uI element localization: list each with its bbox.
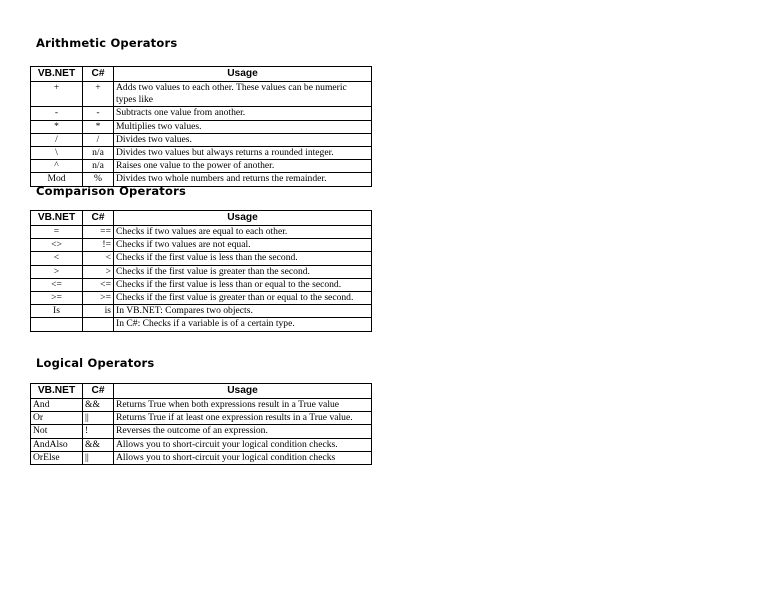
csharp-operator: / <box>83 133 114 146</box>
usage-description: Divides two values but always returns a rounded integer. <box>114 147 372 160</box>
usage-description: Returns True when both expressions result in a True value <box>114 399 372 412</box>
vbnet-operator: < <box>31 252 83 265</box>
csharp-operator: is <box>83 305 114 318</box>
usage-description: Adds two values to each other. These values can be numeric types like <box>114 82 372 107</box>
usage-description: Checks if two values are equal to each other. <box>114 226 372 239</box>
table-header-row <box>31 211 372 226</box>
table-row <box>31 399 372 412</box>
vbnet-operator: = <box>31 226 83 239</box>
logical-heading: Logical Operators <box>36 356 155 370</box>
table-row <box>31 239 372 252</box>
usage-description: Checks if the first value is greater than the second. <box>114 265 372 278</box>
vbnet-operator: * <box>31 120 83 133</box>
arithmetic-table <box>30 66 372 187</box>
csharp-operator: > <box>83 265 114 278</box>
table-row <box>31 226 372 239</box>
table-row <box>31 252 372 265</box>
table-row <box>31 412 372 425</box>
usage-description: Checks if two values are not equal. <box>114 239 372 252</box>
column-header-vbnet: VB.NET <box>31 67 83 82</box>
logical-table <box>30 383 372 465</box>
vbnet-operator: And <box>31 399 83 412</box>
table-row <box>31 451 372 464</box>
usage-description: Raises one value to the power of another. <box>114 160 372 173</box>
csharp-operator: != <box>83 239 114 252</box>
table-row <box>31 133 372 146</box>
csharp-operator: * <box>83 120 114 133</box>
usage-description: Allows you to short-circuit your logical condition checks <box>114 451 372 464</box>
usage-description: Returns True if at least one expression results in a True value. <box>114 412 372 425</box>
csharp-operator: + <box>83 82 114 107</box>
usage-description: Divides two whole numbers and returns the remainder. <box>114 173 372 186</box>
table-header-row <box>31 67 372 82</box>
vbnet-operator: Not <box>31 425 83 438</box>
usage-description: In VB.NET: Compares two objects. <box>114 305 372 318</box>
usage-description: In C#: Checks if a variable is of a certain type. <box>114 318 372 331</box>
csharp-operator <box>83 318 114 331</box>
table-row <box>31 107 372 120</box>
vbnet-operator: - <box>31 107 83 120</box>
vbnet-operator <box>31 318 83 331</box>
table-row <box>31 425 372 438</box>
usage-description: Subtracts one value from another. <box>114 107 372 120</box>
vbnet-operator: ^ <box>31 160 83 173</box>
column-header-csharp: C# <box>83 67 114 82</box>
vbnet-operator: Is <box>31 305 83 318</box>
usage-description: Checks if the first value is less than or equal to the second. <box>114 278 372 291</box>
table-header-row <box>31 384 372 399</box>
column-header-csharp: C# <box>83 384 114 399</box>
usage-description: Checks if the first value is greater than or equal to the second. <box>114 292 372 305</box>
vbnet-operator: / <box>31 133 83 146</box>
column-header-vbnet: VB.NET <box>31 211 83 226</box>
csharp-operator: == <box>83 226 114 239</box>
csharp-operator: ! <box>83 425 114 438</box>
vbnet-operator: <= <box>31 278 83 291</box>
table-row <box>31 278 372 291</box>
table-row <box>31 147 372 160</box>
vbnet-operator: AndAlso <box>31 438 83 451</box>
column-header-usage: Usage <box>114 211 372 226</box>
comparison-table <box>30 210 372 332</box>
csharp-operator: n/a <box>83 160 114 173</box>
column-header-usage: Usage <box>114 67 372 82</box>
vbnet-operator: >= <box>31 292 83 305</box>
csharp-operator: <= <box>83 278 114 291</box>
vbnet-operator: + <box>31 82 83 107</box>
table-row <box>31 438 372 451</box>
vbnet-operator: Mod <box>31 173 83 186</box>
csharp-operator: % <box>83 173 114 186</box>
table-row <box>31 82 372 107</box>
csharp-operator: >= <box>83 292 114 305</box>
vbnet-operator: OrElse <box>31 451 83 464</box>
table-row <box>31 160 372 173</box>
table-row <box>31 318 372 331</box>
csharp-operator: n/a <box>83 147 114 160</box>
usage-description: Multiplies two values. <box>114 120 372 133</box>
vbnet-operator: \ <box>31 147 83 160</box>
csharp-operator: || <box>83 451 114 464</box>
column-header-csharp: C# <box>83 211 114 226</box>
usage-description: Divides two values. <box>114 133 372 146</box>
column-header-vbnet: VB.NET <box>31 384 83 399</box>
usage-description: Allows you to short-circuit your logical condition checks. <box>114 438 372 451</box>
vbnet-operator: > <box>31 265 83 278</box>
table-row <box>31 120 372 133</box>
table-row <box>31 305 372 318</box>
csharp-operator: - <box>83 107 114 120</box>
column-header-usage: Usage <box>114 384 372 399</box>
table-row <box>31 265 372 278</box>
usage-description: Checks if the first value is less than the second. <box>114 252 372 265</box>
usage-description: Reverses the outcome of an expression. <box>114 425 372 438</box>
csharp-operator: && <box>83 399 114 412</box>
comparison-heading: Comparison Operators <box>36 184 187 198</box>
vbnet-operator: Or <box>31 412 83 425</box>
csharp-operator: && <box>83 438 114 451</box>
csharp-operator: < <box>83 252 114 265</box>
vbnet-operator: <> <box>31 239 83 252</box>
table-row <box>31 292 372 305</box>
csharp-operator: || <box>83 412 114 425</box>
arithmetic-heading: Arithmetic Operators <box>36 36 178 50</box>
